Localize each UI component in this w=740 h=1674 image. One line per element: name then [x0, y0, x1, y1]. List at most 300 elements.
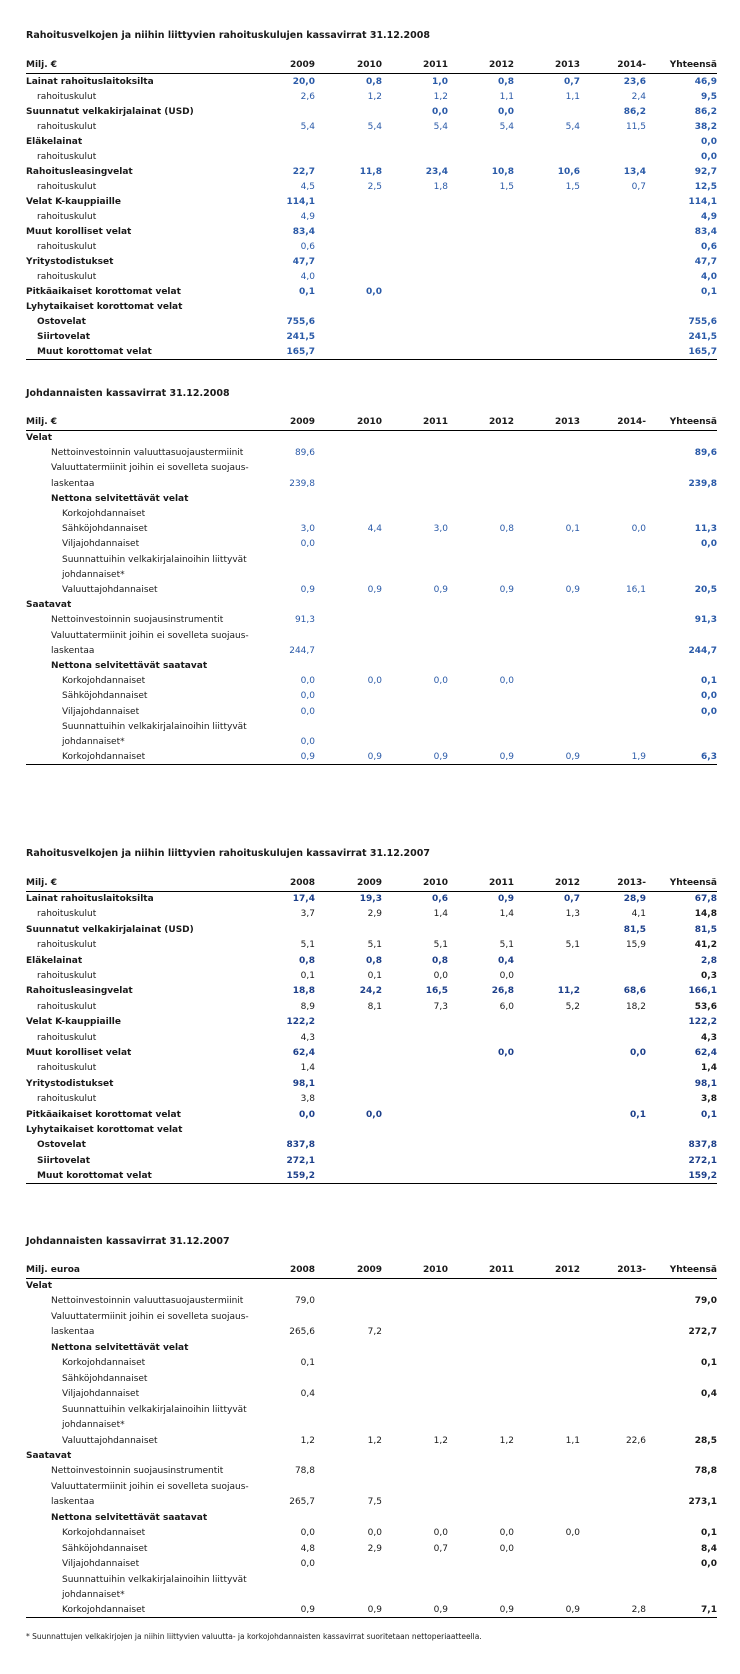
- cell-value: 7,3: [433, 1001, 448, 1012]
- cell-value: 62,4: [694, 1048, 717, 1058]
- column-header: 2012: [554, 878, 580, 888]
- column-header: 2014-: [617, 417, 646, 427]
- column-header: 2009: [289, 417, 315, 427]
- cell-value: 0,9: [300, 585, 315, 595]
- row-label: rahoituskulut: [37, 152, 97, 162]
- table-row: [26, 1588, 717, 1602]
- row-label: Korkojohdannaiset: [62, 1358, 146, 1369]
- table-row: [26, 90, 717, 104]
- row-label: Saatavat: [26, 1450, 72, 1461]
- cell-value: 0,9: [433, 585, 448, 595]
- table-row: [26, 705, 717, 719]
- cell-value: 47,7: [292, 257, 315, 267]
- cell-value: 98,1: [694, 1078, 717, 1089]
- table-row: [26, 270, 717, 284]
- cell-value: 28,5: [694, 1435, 717, 1446]
- row-label: Korkojohdannaiset: [62, 509, 146, 519]
- cell-value: 11,5: [625, 122, 646, 132]
- cell-value: 0,1: [299, 287, 315, 297]
- cell-value: 1,9: [631, 752, 646, 763]
- cell-value: 241,5: [286, 332, 315, 342]
- table-row: [26, 1387, 717, 1401]
- cell-value: 3,0: [433, 524, 448, 535]
- cell-value: 0,7: [564, 894, 580, 904]
- row-label: Viljajohdannaiset: [62, 706, 140, 717]
- row-label: Lyhytaikaiset korottomat velat: [26, 302, 183, 312]
- cell-value: 89,6: [294, 448, 315, 459]
- row-label: Eläkelainat: [26, 955, 83, 966]
- cell-value: 83,4: [292, 227, 315, 237]
- cell-value: 8,9: [300, 1001, 315, 1012]
- table-row: [26, 315, 717, 329]
- table-row: [26, 1449, 717, 1463]
- cell-value: 755,6: [688, 317, 717, 327]
- cell-value: 0,8: [299, 955, 315, 966]
- cell-value: 0,9: [367, 1605, 382, 1616]
- table-row: [26, 537, 717, 551]
- column-header: 2013: [554, 60, 580, 70]
- column-header: 2012: [554, 1265, 580, 1275]
- cell-value: 159,2: [688, 1171, 717, 1182]
- table-row: [26, 195, 717, 209]
- table-row: [26, 105, 717, 119]
- cell-value: 265,7: [289, 1497, 315, 1508]
- row-label: Ostovelat: [37, 1140, 86, 1151]
- row-label: Saatavat: [26, 600, 72, 611]
- cell-value: 0,1: [565, 524, 580, 535]
- row-label: Eläkelainat: [26, 137, 83, 147]
- footnote: * Suunnattujen velkakirjojen ja niihin liittyvien valuutta- ja korkojohdannaisten kassavirrat suoritetaan nettoperiaatteella.: [26, 1632, 482, 1641]
- cell-value: 78,8: [294, 1466, 315, 1477]
- cell-value: 22,6: [625, 1435, 646, 1446]
- cell-value: 0,0: [366, 1109, 382, 1120]
- cell-value: 0,1: [300, 971, 315, 981]
- cell-value: 19,3: [359, 894, 382, 904]
- cell-value: 0,0: [299, 1109, 315, 1120]
- row-label: Valuuttajohdannaiset: [62, 585, 158, 595]
- row-label: Sähköjohdannaiset: [62, 1373, 148, 1384]
- cell-value: 0,0: [367, 1528, 382, 1539]
- row-label: Korkojohdannaiset: [62, 1528, 146, 1539]
- table-row: [26, 598, 717, 612]
- table-row: [26, 659, 717, 673]
- table-row: [26, 1325, 717, 1339]
- row-label: Lainat rahoituslaitoksilta: [26, 894, 154, 904]
- column-header: Yhteensä: [669, 1265, 717, 1275]
- cell-value: 5,4: [300, 122, 315, 132]
- column-header: 2012: [488, 60, 514, 70]
- cell-value: 67,8: [694, 894, 717, 904]
- cell-value: 0,3: [701, 971, 717, 981]
- column-header: 2009: [356, 878, 382, 888]
- cell-value: 20,0: [292, 77, 315, 87]
- table-row: [26, 892, 717, 906]
- row-label: rahoituskulut: [37, 1032, 97, 1043]
- column-header: 2012: [488, 417, 514, 427]
- cell-value: 2,6: [300, 92, 315, 102]
- cell-value: 1,4: [499, 909, 514, 920]
- row-label: Nettoinvestoinnin suojausinstrumentit: [51, 615, 224, 626]
- cell-value: 0,0: [630, 1048, 646, 1058]
- table-row: [26, 720, 717, 734]
- cell-value: 1,2: [433, 92, 448, 102]
- cell-value: 78,8: [694, 1466, 717, 1477]
- row-label: Lainat rahoituslaitoksilta: [26, 77, 154, 87]
- cell-value: 46,9: [694, 77, 717, 87]
- cell-value: 0,4: [300, 1389, 315, 1400]
- cell-value: 241,5: [688, 332, 717, 342]
- cell-value: 272,7: [688, 1327, 717, 1338]
- cell-value: 62,4: [292, 1048, 315, 1058]
- column-header: 2008: [289, 878, 315, 888]
- cell-value: 14,8: [694, 909, 717, 920]
- section-title: Rahoitusvelkojen ja niihin liittyvien rahoituskulujen kassavirrat 31.12.2008: [26, 30, 430, 41]
- table-row: [26, 1495, 717, 1509]
- cell-value: 4,8: [300, 1543, 315, 1554]
- cell-value: 0,6: [300, 242, 315, 252]
- row-label: rahoituskulut: [37, 971, 97, 981]
- cell-value: 273,1: [688, 1497, 717, 1508]
- cell-value: 6,3: [701, 752, 717, 763]
- table-row: [26, 180, 717, 194]
- cell-value: 0,9: [565, 752, 580, 763]
- row-label: Ostovelat: [37, 317, 86, 327]
- row-label: Nettoinvestoinnin valuuttasuojaustermiinit: [51, 1296, 244, 1307]
- row-label: Nettona selvitettävät saatavat: [51, 661, 208, 671]
- cell-value: 0,9: [499, 585, 514, 595]
- table-row: [26, 120, 717, 134]
- cell-value: 0,1: [630, 1109, 646, 1120]
- cell-value: 2,5: [367, 182, 382, 192]
- cell-value: 0,0: [300, 539, 315, 550]
- cell-value: 0,0: [565, 1528, 580, 1539]
- cell-value: 4,1: [631, 909, 646, 920]
- cell-value: 0,9: [300, 752, 315, 763]
- cell-value: 0,4: [498, 955, 514, 966]
- table-row: [26, 507, 717, 521]
- table-row: [26, 522, 717, 536]
- cell-value: 8,4: [701, 1543, 717, 1554]
- row-label: Siirtovelat: [37, 332, 91, 342]
- row-label: laskentaa: [51, 645, 95, 656]
- table-row: [26, 1092, 717, 1106]
- row-label: Pitkäaikaiset korottomat velat: [26, 287, 181, 297]
- cell-value: 15,9: [625, 940, 646, 951]
- unit-header: Milj. €: [26, 417, 58, 427]
- table-row: [26, 969, 717, 983]
- row-label: laskentaa: [51, 1327, 95, 1338]
- row-label: rahoituskulut: [37, 122, 97, 132]
- cell-value: 5,4: [367, 122, 382, 132]
- cell-value: 0,0: [701, 706, 717, 717]
- cell-value: 0,0: [498, 107, 514, 117]
- table-row: [26, 1279, 717, 1293]
- cell-value: 0,8: [366, 955, 382, 966]
- table-row: [26, 255, 717, 269]
- cell-value: 4,5: [300, 182, 315, 192]
- cell-value: 0,9: [367, 585, 382, 595]
- row-label: Velat: [26, 1281, 53, 1291]
- table-row: [26, 583, 717, 597]
- table-row: [26, 431, 717, 445]
- table-row: [26, 644, 717, 658]
- cell-value: 5,4: [433, 122, 448, 132]
- table-header: [26, 878, 717, 892]
- table-row: [26, 1310, 717, 1324]
- table-row: [26, 1061, 717, 1075]
- cell-value: 17,4: [292, 894, 315, 904]
- table-row: [26, 689, 717, 703]
- column-header: 2011: [488, 878, 514, 888]
- cell-value: 5,1: [367, 940, 382, 951]
- row-label: Muut korolliset velat: [26, 1048, 132, 1058]
- cell-value: 0,0: [701, 1559, 717, 1570]
- column-header: 2013: [554, 417, 580, 427]
- column-header: 2011: [422, 417, 448, 427]
- cell-value: 837,8: [286, 1140, 315, 1151]
- cell-value: 0,0: [499, 676, 514, 687]
- cell-value: 1,2: [367, 92, 382, 102]
- cell-value: 92,7: [694, 167, 717, 177]
- cell-value: 1,5: [499, 182, 514, 192]
- cell-value: 837,8: [688, 1140, 717, 1151]
- row-label: rahoituskulut: [37, 1001, 97, 1012]
- cell-value: 0,0: [701, 152, 717, 162]
- cell-value: 91,3: [694, 615, 717, 626]
- cell-value: 0,7: [631, 182, 646, 192]
- cell-value: 91,3: [294, 615, 315, 626]
- cell-value: 265,6: [289, 1327, 315, 1338]
- table-row: [26, 568, 717, 582]
- cell-value: 24,2: [359, 986, 382, 997]
- cell-value: 0,9: [499, 1605, 514, 1616]
- row-label: Nettona selvitettävät velat: [51, 493, 189, 504]
- cell-value: 47,7: [694, 257, 717, 267]
- row-label: Valuuttatermiinit joihin ei sovelleta suojaus-: [51, 630, 249, 641]
- cell-value: 5,1: [433, 940, 448, 951]
- cell-value: 7,1: [701, 1605, 717, 1616]
- table-row: [26, 553, 717, 567]
- cell-value: 0,6: [701, 242, 717, 252]
- cell-value: 7,5: [367, 1497, 382, 1508]
- cell-value: 2,8: [701, 955, 717, 966]
- cell-value: 239,8: [289, 478, 315, 489]
- row-label: Nettona selvitettävät saatavat: [51, 1512, 208, 1523]
- cell-value: 16,1: [625, 585, 646, 595]
- cell-value: 98,1: [292, 1078, 315, 1089]
- cell-value: 53,6: [694, 1001, 717, 1012]
- cell-value: 0,0: [433, 971, 448, 981]
- cell-value: 1,8: [433, 182, 448, 192]
- cell-value: 0,1: [701, 287, 717, 297]
- section-title: Johdannaisten kassavirrat 31.12.2007: [26, 1236, 230, 1247]
- cell-value: 0,9: [367, 752, 382, 763]
- cell-value: 1,2: [499, 1435, 514, 1446]
- unit-header: Milj. euroa: [26, 1265, 80, 1275]
- cell-value: 4,9: [300, 212, 315, 222]
- cell-value: 11,2: [557, 986, 580, 997]
- cell-value: 18,8: [292, 986, 315, 997]
- row-label: Suunnattuihin velkakirjalainoihin liittyvät: [62, 1404, 247, 1415]
- cell-value: 7,2: [367, 1327, 382, 1338]
- row-label: Suunnattuihin velkakirjalainoihin liittyvät: [62, 1574, 247, 1585]
- row-label: laskentaa: [51, 478, 95, 489]
- table-row: [26, 1031, 717, 1045]
- row-label: Muut korolliset velat: [26, 227, 132, 237]
- cell-value: 5,2: [565, 1001, 580, 1012]
- cell-value: 0,0: [499, 971, 514, 981]
- table-row: [26, 954, 717, 968]
- table-row: [26, 1603, 717, 1618]
- cell-value: 0,1: [701, 1109, 717, 1120]
- cell-value: 4,0: [701, 272, 717, 282]
- cell-value: 0,0: [300, 676, 315, 687]
- cell-value: 4,9: [701, 212, 717, 222]
- column-header: 2011: [422, 60, 448, 70]
- row-label: Sähköjohdannaiset: [62, 524, 148, 535]
- cell-value: 0,9: [498, 894, 514, 904]
- cell-value: 6,0: [499, 1001, 514, 1012]
- cell-value: 0,7: [564, 77, 580, 87]
- cell-value: 11,8: [359, 167, 382, 177]
- table-row: [26, 300, 717, 314]
- row-label: rahoituskulut: [37, 1063, 97, 1074]
- cell-value: 0,0: [701, 539, 717, 550]
- cell-value: 13,4: [623, 167, 646, 177]
- cell-value: 79,0: [694, 1296, 717, 1307]
- column-header: 2010: [422, 1265, 448, 1275]
- row-label: Muut korottomat velat: [37, 1171, 152, 1182]
- column-header: Yhteensä: [669, 417, 717, 427]
- cell-value: 1,4: [433, 909, 448, 920]
- table-row: [26, 938, 717, 952]
- cell-value: 81,5: [623, 924, 646, 935]
- row-label: Suunnatut velkakirjalainat (USD): [26, 924, 194, 935]
- cell-value: 0,9: [433, 752, 448, 763]
- table-row: [26, 613, 717, 627]
- cell-value: 5,4: [565, 122, 580, 132]
- row-label: rahoituskulut: [37, 909, 97, 920]
- cell-value: 0,9: [565, 1605, 580, 1616]
- row-label: Rahoitusleasingvelat: [26, 167, 133, 177]
- cell-value: 2,8: [631, 1605, 646, 1616]
- table-row: [26, 1123, 717, 1137]
- row-label: rahoituskulut: [37, 212, 97, 222]
- table-row: [26, 1046, 717, 1060]
- table-row: [26, 1434, 717, 1448]
- column-header: 2010: [422, 878, 448, 888]
- cell-value: 5,1: [499, 940, 514, 951]
- table-row: [26, 135, 717, 149]
- table-row: [26, 446, 717, 460]
- row-label: Valuuttatermiinit joihin ei sovelleta suojaus-: [51, 1311, 249, 1322]
- cell-value: 20,5: [694, 585, 717, 595]
- row-label: Viljajohdannaiset: [62, 539, 140, 550]
- cell-value: 0,7: [433, 1543, 448, 1554]
- cell-value: 0,6: [432, 894, 448, 904]
- cell-value: 0,0: [432, 107, 448, 117]
- row-label: rahoituskulut: [37, 92, 97, 102]
- cell-value: 10,6: [557, 167, 580, 177]
- cell-value: 1,5: [565, 182, 580, 192]
- cell-value: 0,1: [701, 1358, 717, 1369]
- table-row: [26, 461, 717, 475]
- cell-value: 18,2: [625, 1001, 646, 1012]
- column-header: 2010: [356, 60, 382, 70]
- unit-header: Milj. €: [26, 878, 58, 888]
- cell-value: 5,1: [565, 940, 580, 951]
- row-label: Korkojohdannaiset: [62, 752, 146, 763]
- column-header: 2013-: [617, 878, 646, 888]
- cell-value: 28,9: [623, 894, 646, 904]
- cell-value: 1,0: [432, 77, 448, 87]
- cell-value: 165,7: [286, 347, 315, 357]
- table-row: [26, 1154, 717, 1168]
- cell-value: 0,0: [300, 706, 315, 717]
- column-header: 2009: [356, 1265, 382, 1275]
- row-label: rahoituskulut: [37, 940, 97, 951]
- table-row: [26, 735, 717, 749]
- cell-value: 12,5: [694, 182, 717, 192]
- section-title: Johdannaisten kassavirrat 31.12.2008: [26, 388, 230, 399]
- cell-value: 81,5: [694, 924, 717, 935]
- table-row: [26, 1294, 717, 1308]
- cell-value: 0,1: [701, 1528, 717, 1539]
- row-label: Velat K-kauppiaille: [26, 197, 121, 207]
- table-row: [26, 240, 717, 254]
- cell-value: 2,9: [367, 909, 382, 920]
- cell-value: 16,5: [425, 986, 448, 997]
- row-label: Korkojohdannaiset: [62, 676, 146, 687]
- cell-value: 0,8: [499, 524, 514, 535]
- cell-value: 1,2: [433, 1435, 448, 1446]
- cell-value: 755,6: [286, 317, 315, 327]
- table-header: [26, 1265, 717, 1279]
- cell-value: 1,4: [701, 1063, 717, 1074]
- cell-value: 0,0: [433, 1528, 448, 1539]
- cell-value: 122,2: [286, 1017, 315, 1028]
- cell-value: 10,8: [491, 167, 514, 177]
- table-row: [26, 492, 717, 506]
- row-label: Nettona selvitettävät velat: [51, 1342, 189, 1353]
- cell-value: 0,4: [701, 1389, 717, 1400]
- cell-value: 0,8: [366, 77, 382, 87]
- row-label: Suunnatut velkakirjalainat (USD): [26, 107, 194, 117]
- cell-value: 11,3: [694, 524, 717, 535]
- row-label: Korkojohdannaiset: [62, 1605, 146, 1616]
- table-row: [26, 1418, 717, 1432]
- cell-value: 0,1: [701, 676, 717, 687]
- cell-value: 83,4: [694, 227, 717, 237]
- column-header: 2008: [289, 1265, 315, 1275]
- cell-value: 0,0: [300, 1559, 315, 1570]
- row-label: Muut korottomat velat: [37, 347, 152, 357]
- column-header: 2009: [289, 60, 315, 70]
- table-row: [26, 285, 717, 299]
- cell-value: 5,4: [499, 122, 514, 132]
- table-row: [26, 210, 717, 224]
- cell-value: 0,0: [300, 691, 315, 702]
- table-row: [26, 1341, 717, 1355]
- row-label: Suunnattuihin velkakirjalainoihin liittyvät: [62, 721, 247, 732]
- cell-value: 166,1: [688, 986, 717, 997]
- table-row: [26, 984, 717, 998]
- row-label: laskentaa: [51, 1497, 95, 1508]
- cell-value: 23,4: [425, 167, 448, 177]
- column-header: 2013-: [617, 1265, 646, 1275]
- column-header: Yhteensä: [669, 60, 717, 70]
- row-label: Sähköjohdannaiset: [62, 691, 148, 702]
